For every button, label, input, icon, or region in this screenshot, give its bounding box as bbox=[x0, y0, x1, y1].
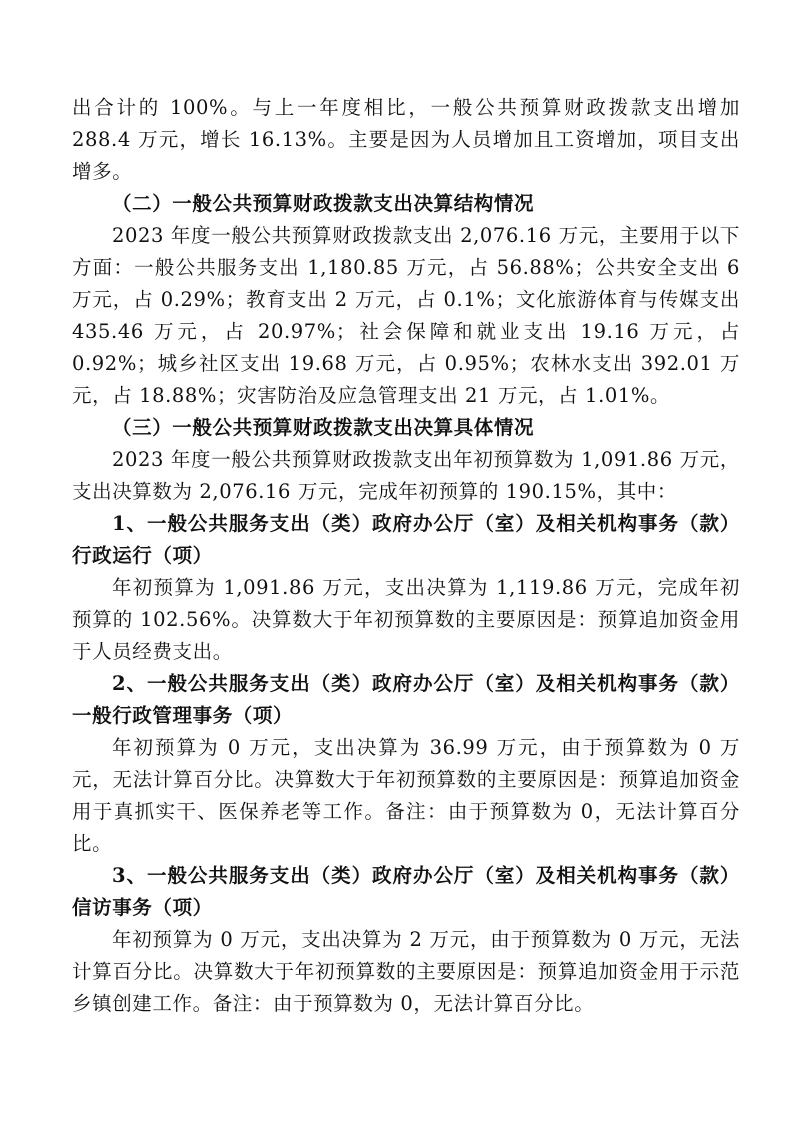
item-paragraph-3: 年初预算为 0 万元，支出决算为 2 万元，由于预算数为 0 万元，无法计算百分比。决算数大于年初预算数的主要原因是：预算追加资金用于示范乡镇创建工作。备注：由于预算数为 0，无法计算百分比。 bbox=[72, 928, 740, 1015]
item-heading-2: 2、一般公共服务支出（类）政府办公厅（室）及相关机构事务（款）一般行政管理事务（项） bbox=[72, 672, 740, 727]
item-heading-3: 3、一般公共服务支出（类）政府办公厅（室）及相关机构事务（款）信访事务（项） bbox=[72, 864, 740, 919]
section-heading-2: （二）一般公共预算财政拨款支出决算结构情况 bbox=[112, 192, 535, 215]
section-heading-3: （三）一般公共预算财政拨款支出决算具体情况 bbox=[112, 416, 535, 439]
paragraph-structure: 2023 年度一般公共预算财政拨款支出 2,076.16 万元，主要用于以下方面：一般公共服务支出 1,180.85 万元，占 56.88%；公共安全支出 6 万元，占 0.29%；教育支出 2 万元，占 0.1%；文化旅游体育与传媒支出 435.46 万元，占 20.97%；社会保障和就业支出 19.16 万元，占 0.92%；城乡社区支出 19.68 万元，占 0.95%；农林水支出 392.01 万元，占 18.88%；灾害防治及应急管理支出 21 万元，占 1.01%。 bbox=[72, 224, 740, 407]
item-paragraph-2: 年初预算为 0 万元，支出决算为 36.99 万元，由于预算数为 0 万元，无法计算百分比。决算数大于年初预算数的主要原因是：预算追加资金用于真抓实干、医保养老等工作。备注：由于预算数为 0，无法计算百分比。 bbox=[72, 736, 740, 855]
paragraph-continuation: 出合计的 100%。与上一年度相比，一般公共预算财政拨款支出增加 288.4 万元，增长 16.13%。主要是因为人员增加且工资增加，项目支出增多。 bbox=[72, 96, 740, 183]
item-paragraph-1: 年初预算为 1,091.86 万元，支出决算为 1,119.86 万元，完成年初预算的 102.56%。决算数大于年初预算数的主要原因是：预算追加资金用于人员经费支出。 bbox=[72, 576, 740, 663]
document-body bbox=[72, 92, 740, 1020]
paragraph-overview: 2023 年度一般公共预算财政拨款支出年初预算数为 1,091.86 万元，支出决算数为 2,076.16 万元，完成年初预算的 190.15%，其中： bbox=[72, 448, 740, 503]
item-heading-1: 1、一般公共服务支出（类）政府办公厅（室）及相关机构事务（款）行政运行（项） bbox=[72, 512, 740, 567]
